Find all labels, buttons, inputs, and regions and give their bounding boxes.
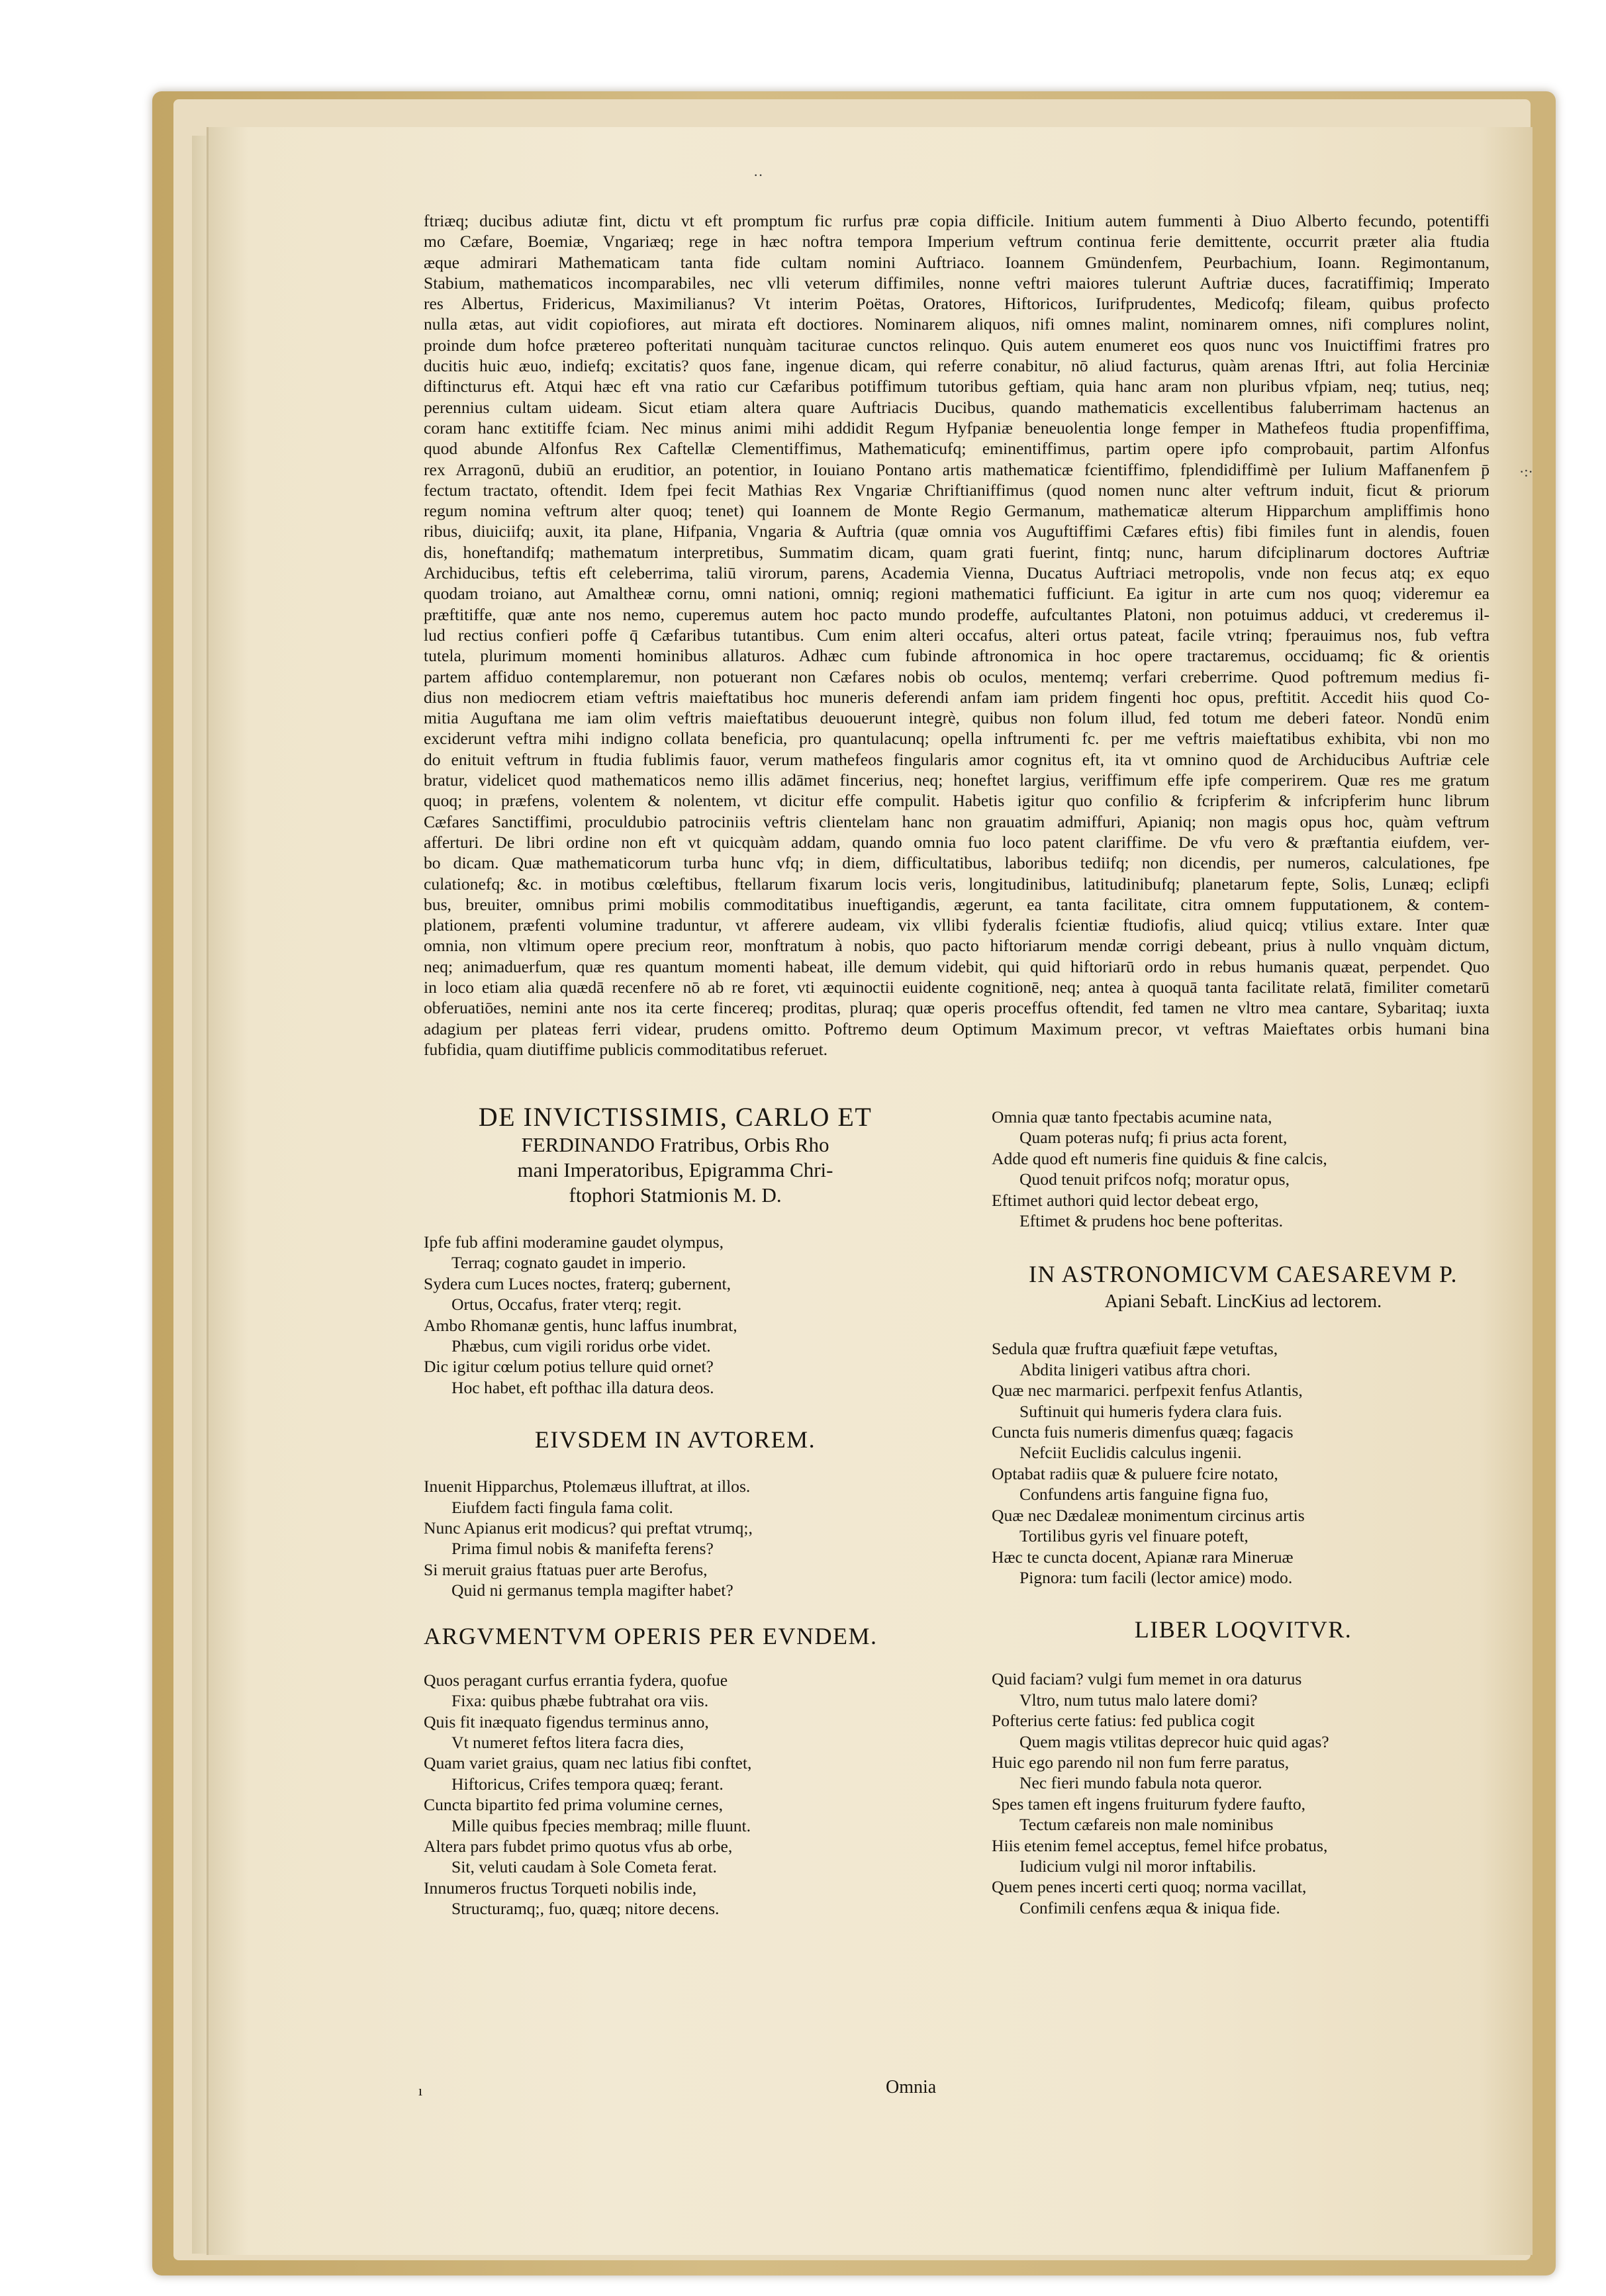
verse-line: Adde quod eft numeris fine quiduis & fine calcis, xyxy=(992,1148,1327,1168)
verse-line: Confundens artis fanguine figna fuo, xyxy=(1019,1485,1268,1504)
prose-line: diftincturus eft. Atqui hæc eft vna ratio cur Cæfaribus potiffimum tutoribus geftiam, quia hanc aram non pluribus vfpiam, neq; tutius, neq; xyxy=(424,377,1489,396)
verse-line: Eiufdem facti fingula fama colit. xyxy=(451,1497,673,1517)
verse-line: Tortilibus gyris vel finuare poteft, xyxy=(1019,1526,1249,1546)
prose-line: quodam troiano, aut Amaltheæ cornu, omni nationi, omniq; regioni mathematici fufficiunt. Ea igitur in arte cum nos quoq; videremur ea xyxy=(424,584,1489,604)
prose-line: bus, breuiter, omnibus primi mobilis commoditatibus inueftigandis, ægerunt, ea tanta facilitate, citra omnem fupputationem, & contem- xyxy=(424,894,1489,914)
verse-line: Omnia quæ tanto fpectabis acumine nata, xyxy=(992,1107,1272,1126)
verse-line: Abdita linigeri vatibus aftra chori. xyxy=(1019,1359,1251,1379)
prose-line: obferuatiōes, nemini ante nos ita certe fincereq; proditas, pluraq; quæ operis proceffus oftendit, fed tamen ne vltro mea cantare, Sybaritaq; iuxta xyxy=(424,998,1489,1018)
prose-line: adagium per plateas ferri videar, prudens omitto. Poftremo deum Optimum Maximum precor, vt veftras Maieftates orbis humani bina xyxy=(424,1019,1489,1038)
verse-line: Optabat radiis quæ & puluere fcire notato, xyxy=(992,1463,1278,1483)
verse-line: Quam variet graius, quam nec latius fibi conftet, xyxy=(424,1753,752,1773)
prose-line: fectum tractato, oftendit. Idem fpei fecit Mathias Rex Vngariæ Chriftianiffimus (quod nomen nunc alter veftrum induit, ficut & priorum xyxy=(424,480,1489,500)
catchword: Omnia xyxy=(886,2077,937,2097)
verse-line: Ambo Rhomanæ gentis, hunc laffus inumbrat, xyxy=(424,1315,737,1335)
verse-line: Nec fieri mundo fabula nota queror. xyxy=(1019,1773,1262,1793)
verse-line: Quem penes incerti certi quoq; norma vacillat, xyxy=(992,1877,1307,1897)
prose-line: exciderunt veftra mihi indigno collata beneficia, pro quantulacunq; opella inftrumenti fc. per me veftris maieftatibus exhibita, vbi non mo xyxy=(424,729,1489,749)
prose-line: mitia Auguftana me iam olim veftris maieftatibus deuouerunt integrè, quibus non folum illud, fed totum me deberi fateor. Nondū enim xyxy=(424,708,1489,728)
verse-line: Quos peragant curfus errantia fydera, quofue xyxy=(424,1670,728,1690)
margin-mark: ·:· xyxy=(1519,463,1533,480)
verse-line: Nefciit Euclidis calculus ingenii. xyxy=(1019,1443,1242,1463)
verse-line: Ipfe fub affini moderamine gaudet olympus, xyxy=(424,1232,724,1252)
prose-line: ribus, diuiciifq; auxit, ita plane, Hifpania, Vngaria & Auftria (quæ omnia vos Auguftiffimi Cæfares eftis) fibi fimiles funt in alendis, fouen xyxy=(424,522,1489,541)
prose-line: bratur, videlicet quod mathematicos nemo illis adāmet fincerius, neq; honeftet largius, veriffimum effe ipfe comperirem. Quæ res me gratum xyxy=(424,770,1489,790)
verse-line: Eftimet authori quid lector debeat ergo, xyxy=(992,1190,1259,1210)
verse-line: Prima fimul nobis & manifefta ferens? xyxy=(451,1539,714,1559)
astronomicum-subheading: Apiani Sebaft. LincKius ad lectorem. xyxy=(1104,1291,1382,1312)
margin-bullet: ı xyxy=(418,2082,423,2099)
astronomicum-heading: IN ASTRONOMICVM CAESAREVM P. xyxy=(1028,1261,1458,1288)
dedication-heading-line: FERDINANDO Fratribus, Orbis Rho xyxy=(521,1133,829,1156)
verse-line: Huic ego parendo nil non fum ferre paratus, xyxy=(992,1752,1290,1772)
verse-line: Innumeros fructus Torqueti nobilis inde, xyxy=(424,1878,697,1898)
verse-line: Si meruit graius ftatuas puer arte Berofus, xyxy=(424,1559,708,1579)
epigram-verse xyxy=(424,1232,927,1398)
astronomicum-verse xyxy=(992,1338,1495,1588)
prose-line: perennius cultam uideam. Sicut etiam altera quare Auftriacis Ducibus, quando mathematicis excellentibus faluberrimam hactenus an xyxy=(424,397,1489,417)
prose-line: Cæfares Sanctiffimi, proculdubio patrociniis veftris clientelam hanc non grauatim admiffuri, Apianiq; non magis opus hoc, quàm veftrum xyxy=(424,811,1489,831)
verse-line: Tectum cæfareis non male nominibus xyxy=(1019,1815,1274,1835)
verse-line: Phæbus, cum vigili roridus orbe videt. xyxy=(451,1336,711,1356)
verse-line: Quod tenuit prifcos nofq; moratur opus, xyxy=(1019,1170,1290,1189)
prose-line: bo dicam. Quæ mathematicorum turba hunc vfq; in diem, difficultatibus, laboribus tediifq; non dicendis, per numeros, calculationes, fpe xyxy=(424,853,1489,873)
liber-heading: LIBER LOQVITVR. xyxy=(1134,1616,1352,1643)
verse-line: Cuncta bipartito fed prima volumine cernes, xyxy=(424,1795,724,1815)
prose-line: ducitis huic æuo, indiefq; excitatis? quos fane, ingenue dicam, qui referre conabitur, nō aliud facturus, quàm arenas Iftri, aut folia Herciniæ xyxy=(424,356,1489,376)
verse-line: Iudicium vulgi nil moror inftabilis. xyxy=(1019,1856,1256,1876)
prose-line: res Albertus, Fridericus, Maximilianus? Vt interim Poëtas, Oratores, Hiftoricos, Iurifprudentes, Medicofq; fileam, quibus profecto xyxy=(424,294,1489,314)
verse-line: Quæ nec marmarici. perfpexit fenfus Atlantis, xyxy=(992,1381,1303,1401)
prose-line: rex Arragonū, dubiū an eruditior, an potentior, in Iouiano Pontano artis mathematicæ fcientiffimo, fplendidiffimè per Iulium Maffanenfem p̄ xyxy=(424,459,1489,479)
dedication-heading xyxy=(424,1102,927,1208)
prose-line: proinde dum hofce prætereo pofteritati nunquàm taciturae cunctos relinquo. Quis autem enumeret eos quos nunc vos Inuictiffimi fratres pro xyxy=(424,335,1489,355)
eiusdem-heading: EIVSDEM IN AVTOREM. xyxy=(534,1426,816,1453)
verse-line: Vltro, num tutus malo latere domi? xyxy=(1019,1690,1258,1710)
verse-line: Pignora: tum facili (lector amice) modo. xyxy=(1019,1567,1293,1587)
verse-line: Sit, veluti caudam à Sole Cometa ferat. xyxy=(451,1857,717,1877)
verse-line: Quid ni germanus templa magifter habet? xyxy=(451,1581,733,1600)
verse-line: Suftinuit qui humeris fydera clara fuis. xyxy=(1019,1401,1282,1421)
verse-line: Hæc te cuncta docent, Apianæ rara Mineruæ xyxy=(992,1547,1294,1567)
right-verse-column xyxy=(992,1107,1495,1918)
verse-line: Terraq; cognato gaudet in imperio. xyxy=(451,1253,686,1273)
verse-line: Mille quibus fpecies membraq; mille fluunt. xyxy=(451,1815,751,1835)
verse-line: Quæ nec Dædaleæ monimentum circinus artis xyxy=(992,1505,1305,1525)
prose-line: mo Cæfare, Boemiæ, Vngariæq; rege in hæc noftra tempora Imperium veftrum continua ferie demittente, occurrit præter alia ftudia xyxy=(424,232,1489,252)
verse-line: Cuncta fuis numeris dimenfus quæq; fagacis xyxy=(992,1422,1294,1442)
verse-line: Quis fit inæquato figendus terminus anno, xyxy=(424,1712,709,1731)
verse-line: Sedula quæ fruftra quæfiuit fæpe vetuftas, xyxy=(992,1339,1278,1359)
verse-line: Vt numeret feftos litera facra dies, xyxy=(451,1732,685,1752)
verse-line: Dic igitur cœlum potius tellure quid ornet? xyxy=(424,1357,714,1377)
verse-line: Altera pars fubdet primo quotus vfus ab orbe, xyxy=(424,1836,733,1856)
verse-line: Structuramq;, fuo, quæq; nitore decens. xyxy=(451,1899,720,1919)
prose-line: præftitiffe, quæ ante nos nemo, cuperemus autem hoc pacto mundo prodeffe, aufcultantes Platoni, non potuimus adduci, vt crederemus il- xyxy=(424,604,1489,624)
verse-line: Fixa: quibus phæbe fubtrahat ora viis. xyxy=(451,1691,709,1711)
verse-line: Quam poteras nufq; fi prius acta forent, xyxy=(1019,1128,1288,1148)
prose-line: Stabium, mathematicos incomparabiles, nec vlli veterum diffimiles, nonne veftri maiores tulerunt Auftriæ duces, facratiffimiq; Imperato xyxy=(424,273,1489,293)
prose-line: plationem, præfenti volumine traduntur, vt afferere audeam, vix vllibi fyderalis fcientiæ ftudiofis, aliud quicq; vtilius extare. Inter quæ xyxy=(424,915,1489,935)
verse-line: Confimili cenfens æqua & iniqua fide. xyxy=(1019,1898,1280,1917)
argumentum-heading: ARGVMENTVM OPERIS PER EVNDEM. xyxy=(424,1622,878,1649)
verse-line: Eftimet & prudens hoc bene pofteritas. xyxy=(1019,1211,1284,1231)
prose-line: coram hanc extitiffe fciam. Nec minus animi mihi addidit Regum Hyfpaniæ beneuolentia longe femper in Mathefeos ftudia propenfiffima, xyxy=(424,418,1489,437)
prose-line: do enituit veftrum in ftudia fublimis fauor, verum mathefeos fingularis amor cognitus eft, ita vt omnino quod de Archiducibus Auftriæ cele xyxy=(424,749,1489,769)
prose-line: regum nomina veftrum alter quoq; tenet) qui Ioannem de Monte Regio Germanum, mathematicæ alterum Hipparchum ampliffimis hono xyxy=(424,501,1489,521)
verse-line: Pofterius certe fatius: fed publica cogit xyxy=(992,1711,1255,1731)
verse-line: Nunc Apianus erit modicus? qui preftat vtrumq;, xyxy=(424,1518,753,1538)
prose-line: Archiducibus, teftis eft celeberrima, taliū virorum, parens, Academia Vienna, Ducatus Auftriaci metropolis, vnde non fecus atq; ex equo xyxy=(424,563,1489,583)
left-verse-column xyxy=(424,1102,927,1919)
dedication-prose xyxy=(424,210,1489,1060)
dedication-heading-line: DE INVICTISSIMIS, CARLO ET xyxy=(478,1102,873,1132)
dedication-heading-line: ftophori Statmionis M. D. xyxy=(569,1183,782,1207)
prose-line: neq; animaduerfum, quæ res quantum momenti habeat, ille demum videbit, qui quid hiftoriarū ordo in rebus humanis quæat, perpendet. Quo xyxy=(424,956,1489,976)
prose-line: lud rectius confieri poffe q̄ Cæfaribus tutantibus. Cum enim alteri occafus, alteri ortus pateat, facile vtrinq; fperauimus nos, fub veftra xyxy=(424,625,1489,645)
omnia-verse xyxy=(992,1107,1495,1231)
prose-line: culationefq; &c. in motibus cœleftibus, ftellarum fixarum locis veris, longitudinibus, latitudinibufq; planetarum fepte, Solis, Lunæq; eclipfi xyxy=(424,874,1489,894)
verse-line: Inuenit Hipparchus, Ptolemæus illuftrat, at illos. xyxy=(424,1477,751,1496)
prose-line: dius non mediocrem etiam veftris maieftatibus hoc muneris deferendi anfam iam pridem fingenti hoc opus, preftitit. Accedit hiis quod Co- xyxy=(424,687,1489,707)
prose-line: æque admirari Mathematicam tanta fide cultam nomini Auftriaco. Ioannem Gmündenfem, Peurbachium, Ioann. Regimontanum, xyxy=(424,252,1489,272)
prose-line: dis, honeftandifq; mathematum interpretibus, Summatim dicam, quam grati fuerint, fintq; nunc, harum difciplinarum doctores Auftriæ xyxy=(424,542,1489,562)
prose-line: omnia, non vltimum opere precium reor, monftratum à nobis, quo pacto hiftoriarum mendæ corrigi debeant, prius à nullo vnquàm dictum, xyxy=(424,936,1489,956)
prose-line: in loco etiam alia quædā recenfere nō ab re foret, vti æquinoctii euidente cognitionē, neq; antea à quoquā tanta facilitate relatā, fimiliter cometarū xyxy=(424,977,1489,997)
dedication-heading-line: mani Imperatoribus, Epigramma Chri- xyxy=(517,1158,833,1181)
verse-line: Hiis etenim femel acceptus, femel hifce probatus, xyxy=(992,1835,1328,1855)
prose-line: tutela, plurimum momenti hominibus allaturos. Adhæc cum fubinde aftronomica in hoc opere tractaremus, occiduamq; fic & orientis xyxy=(424,646,1489,666)
prose-line: afferturi. De libri ordine non eft vt quicquàm addam, quando omnia fuo loco patent clariffime. De vfu vero & præftantia eiufdem, ver- xyxy=(424,832,1489,852)
prose-line: partem affiduo contemplaremur, non potuerant non Cæfares nobis ob oculos, mentemq; verfari creberrime. Quod poftremum medius fi- xyxy=(424,666,1489,686)
verse-line: Spes tamen eft ingens fruiturum fydere faufto, xyxy=(992,1794,1306,1814)
liber-verse xyxy=(992,1669,1495,1918)
argumentum-verse xyxy=(424,1670,927,1919)
verse-line: Ortus, Occafus, frater vterq; regit. xyxy=(451,1295,682,1314)
prose-line: quoq; in præfens, volentem & nolentem, vt dicitur effe compulit. Habetis igitur quo confilio & fcripferim & infcripferim hunc librum xyxy=(424,791,1489,811)
prose-line: ftriæq; ducibus adiutæ fint, dictu vt eft promptum fic rurfus præ copia difficile. Initium autem fummenti à Diuo Alberto fecundo, potentiffi xyxy=(424,211,1489,230)
folio-mark: ·· xyxy=(753,167,763,183)
verse-line: Hoc habet, eft pofthac illa datura deos. xyxy=(451,1377,714,1397)
verse-line: Sydera cum Luces noctes, fraterq; gubernent, xyxy=(424,1273,732,1293)
prose-line: quod abunde Alfonfus Rex Caftellæ Clementiffimus, Mathematicufq; eminentiffimus, partim opere ipfo comprobauit, partim Alfonfus xyxy=(424,439,1489,459)
prose-line: nulla ætas, aut vidit copiofiores, aut mirata eft doctiores. Nominarem aliquos, nifi omnes malint, nominarem omnes, nifi complures nolint, xyxy=(424,314,1489,334)
verse-line: Hiftoricus, Crifes tempora quæq; ferant. xyxy=(451,1774,724,1794)
prose-line: fubfidia, quam diutiffime publicis commoditatibus referuet. xyxy=(424,1039,828,1059)
verse-line: Quem magis vtilitas deprecor huic quid agas? xyxy=(1019,1731,1329,1751)
eiusdem-verse xyxy=(424,1476,927,1600)
verse-line: Quid faciam? vulgi fum memet in ora daturus xyxy=(992,1669,1302,1689)
